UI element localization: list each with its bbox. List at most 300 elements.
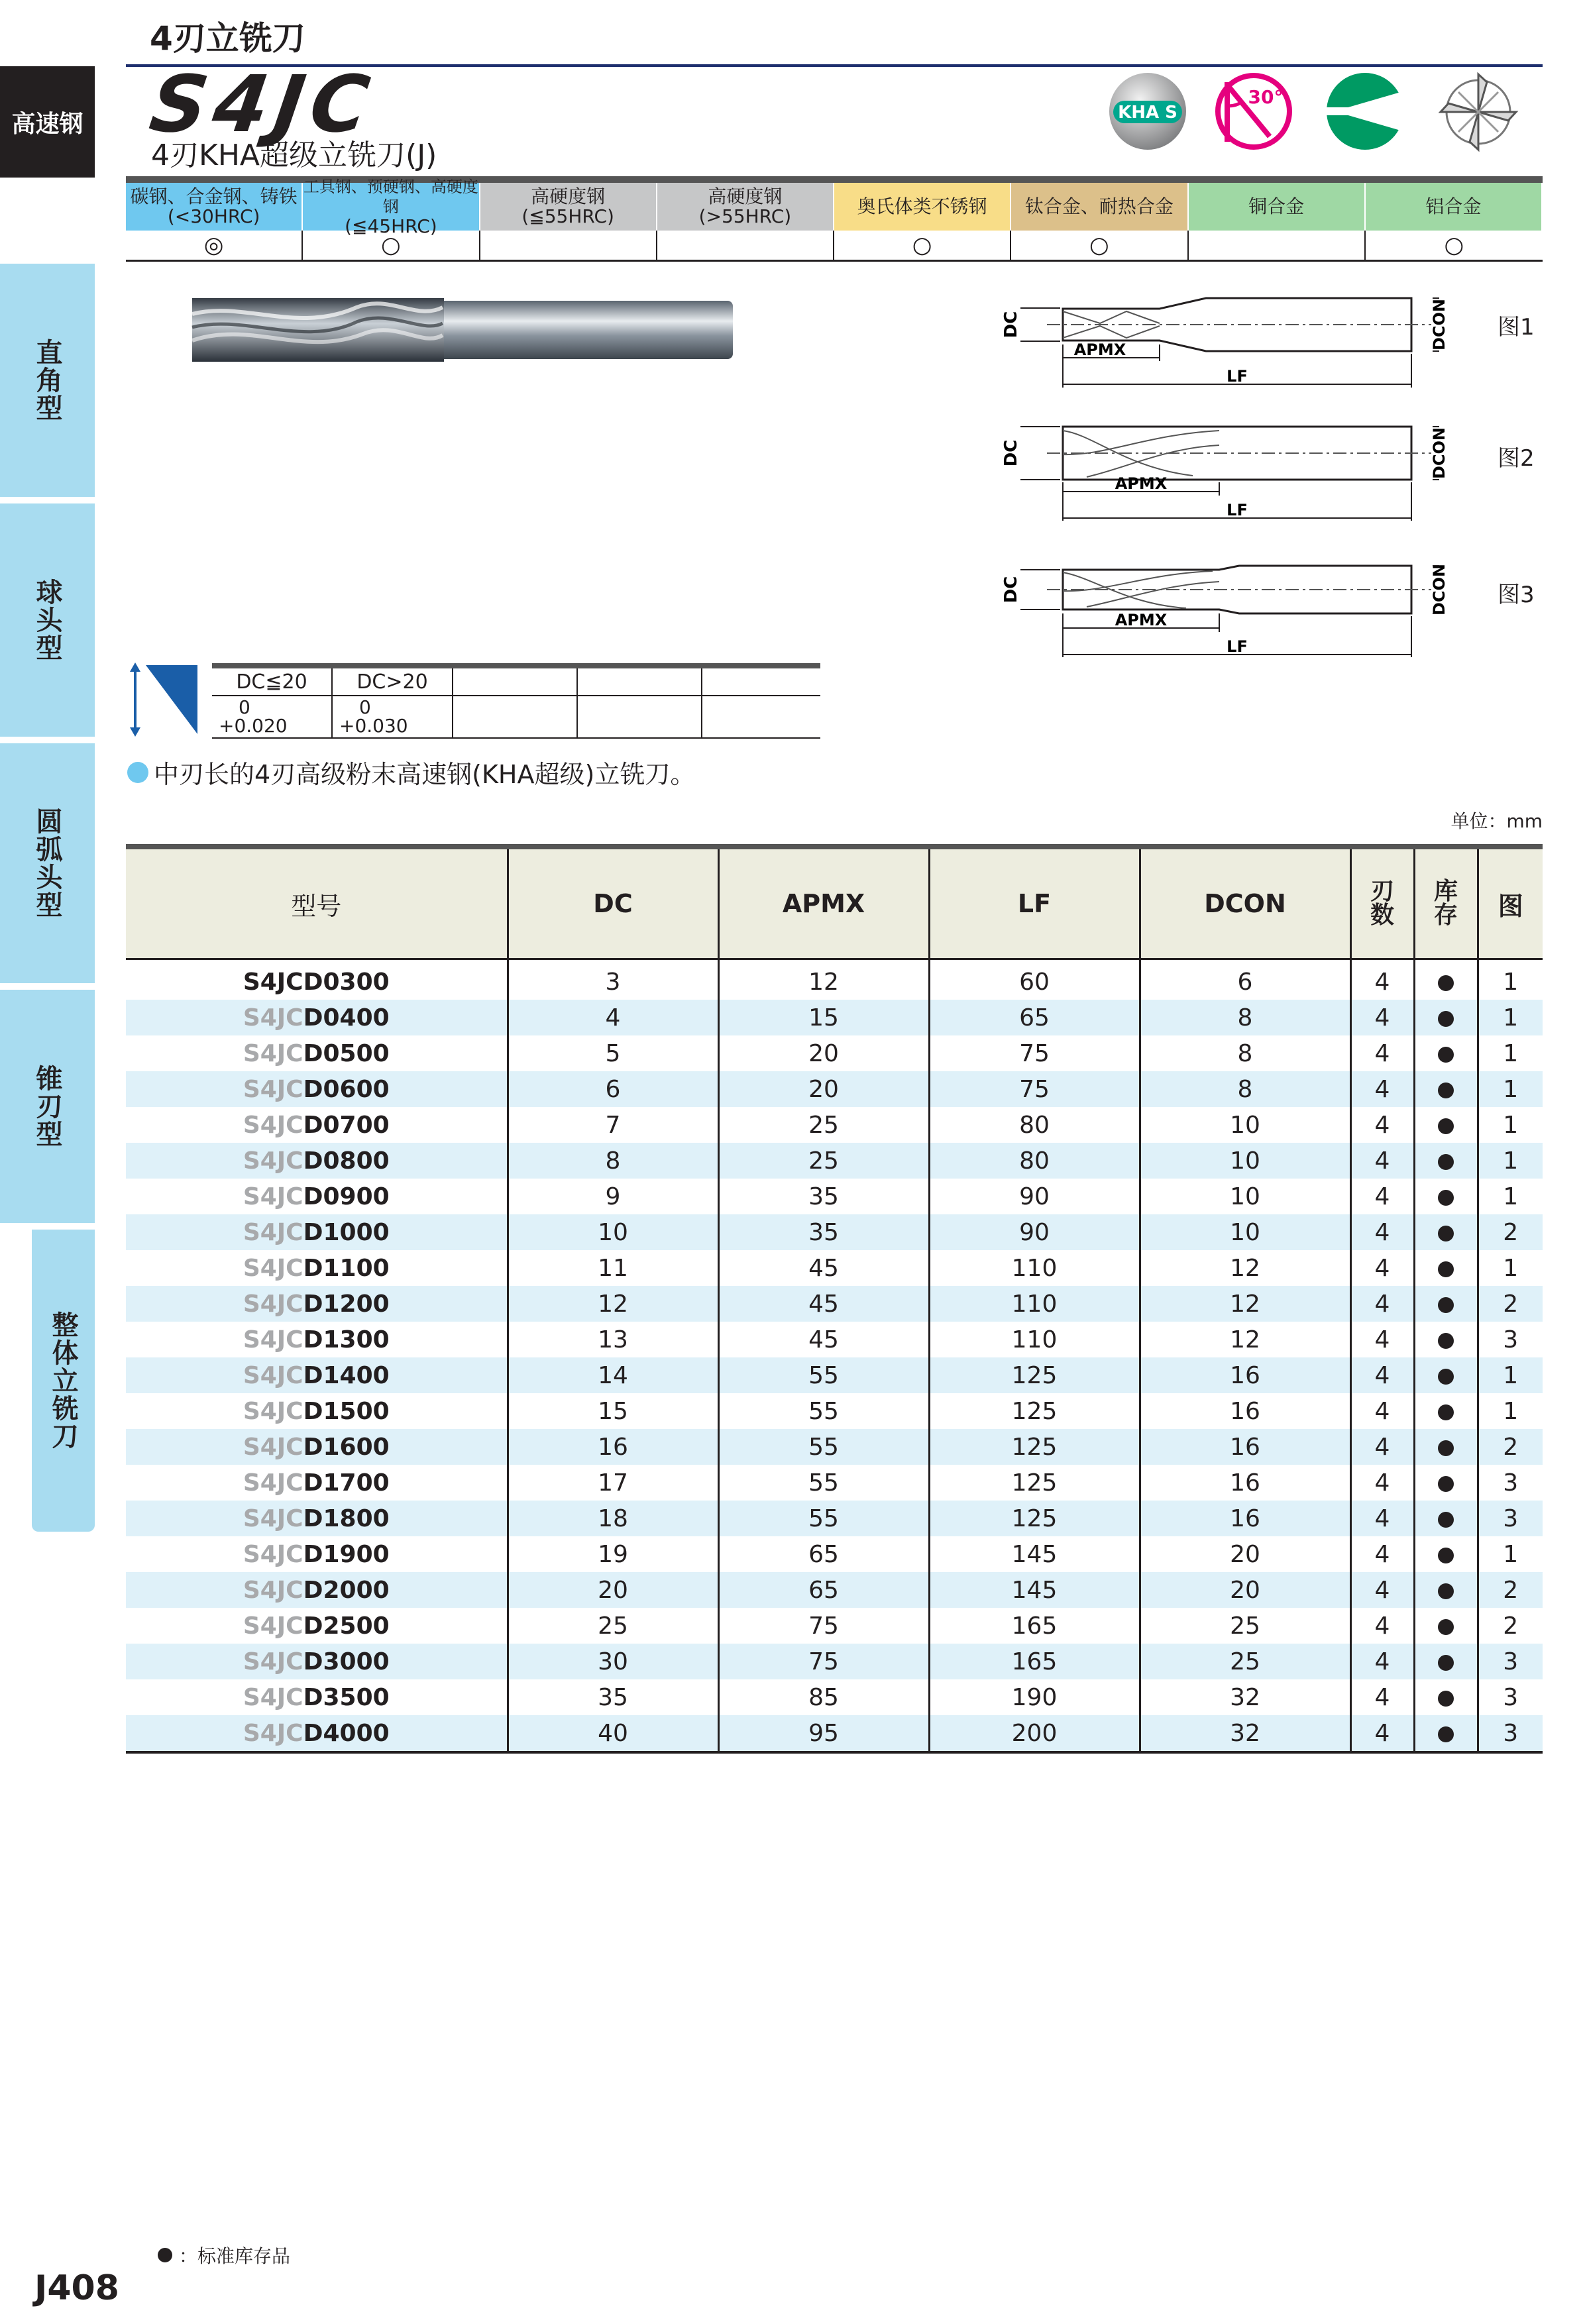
stock-bullet-icon xyxy=(1438,1011,1454,1027)
cell-lf: 145 xyxy=(929,1536,1140,1572)
page-number: J408 xyxy=(34,2268,119,2308)
stock-bullet-icon xyxy=(1438,1226,1454,1241)
cell-dcon: 6 xyxy=(1140,959,1350,1000)
cell-lf: 110 xyxy=(929,1250,1140,1286)
figure-1-label: 图1 xyxy=(1498,314,1535,341)
cell-stock xyxy=(1414,1608,1478,1644)
material-rating: ○ xyxy=(834,231,1011,262)
cell-flutes: 4 xyxy=(1350,1572,1414,1608)
material-rating: ◎ xyxy=(126,231,303,262)
model-prefix: S4JC xyxy=(243,1290,303,1318)
model-suffix: D0800 xyxy=(303,1147,390,1175)
dim-label-dc: DC xyxy=(1001,576,1021,604)
model-suffix: D3500 xyxy=(303,1683,390,1711)
cell-dcon: 10 xyxy=(1140,1179,1350,1214)
cell-dcon: 8 xyxy=(1140,1035,1350,1071)
tolerance-table xyxy=(212,663,820,739)
table-row xyxy=(126,1465,1543,1501)
cell-fig: 1 xyxy=(1478,1107,1543,1143)
cell-dcon: 12 xyxy=(1140,1250,1350,1286)
model-prefix: S4JC xyxy=(243,1111,303,1139)
col-header-dcon: DCON xyxy=(1140,847,1350,959)
material-header-tool-steel: 工具钢、预硬钢、高硬度钢 (≦45HRC) xyxy=(303,183,480,231)
cell-fig: 3 xyxy=(1478,1644,1543,1679)
cell-flutes: 4 xyxy=(1350,1107,1414,1143)
col-header-dc: DC xyxy=(508,847,718,959)
cell-dc: 20 xyxy=(508,1572,718,1608)
model-prefix: S4JC xyxy=(243,1254,303,1282)
cell-apmx: 95 xyxy=(718,1715,929,1752)
material-rating xyxy=(480,231,657,262)
col-header-fig: 图 xyxy=(1478,847,1543,959)
dim-label-apmx: APMX xyxy=(1073,341,1126,359)
cell-lf: 125 xyxy=(929,1393,1140,1429)
cell-dc: 40 xyxy=(508,1715,718,1752)
cell-fig: 2 xyxy=(1478,1608,1543,1644)
stock-bullet-icon xyxy=(1438,1369,1454,1385)
cell-flutes: 4 xyxy=(1350,1071,1414,1107)
cell-lf: 165 xyxy=(929,1644,1140,1679)
cell-fig: 1 xyxy=(1478,1536,1543,1572)
cell-dc: 5 xyxy=(508,1035,718,1071)
cell-dcon: 32 xyxy=(1140,1715,1350,1752)
cell-apmx: 45 xyxy=(718,1322,929,1357)
cell-fig: 3 xyxy=(1478,1465,1543,1501)
table-row xyxy=(126,1250,1543,1286)
cell-flutes: 4 xyxy=(1350,1465,1414,1501)
model-prefix: S4JC xyxy=(243,1361,303,1389)
cell-stock xyxy=(1414,1465,1478,1501)
cell-fig: 1 xyxy=(1478,1035,1543,1071)
model-prefix: S4JC xyxy=(243,1612,303,1640)
cell-stock xyxy=(1414,1071,1478,1107)
kha-coating-icon xyxy=(1108,72,1187,154)
cell-model xyxy=(126,1179,508,1214)
cell-apmx: 85 xyxy=(718,1679,929,1715)
stock-bullet-icon xyxy=(1438,1548,1454,1563)
model-suffix: D0300 xyxy=(303,968,390,996)
cell-model xyxy=(126,1465,508,1501)
model-prefix: S4JC xyxy=(243,1397,303,1425)
cell-stock xyxy=(1414,1000,1478,1035)
figure-3-label: 图3 xyxy=(1498,582,1535,608)
table-row xyxy=(126,1143,1543,1179)
cell-apmx: 65 xyxy=(718,1572,929,1608)
series-name: 4刃KHA超级立铣刀(J) xyxy=(151,138,437,172)
table-row xyxy=(126,1608,1543,1644)
cell-dc: 14 xyxy=(508,1357,718,1393)
sidebar-tab-radius[interactable]: 圆弧头型 xyxy=(0,743,95,983)
stock-bullet-icon xyxy=(1438,1154,1454,1170)
cell-dcon: 20 xyxy=(1140,1572,1350,1608)
cell-dcon: 25 xyxy=(1140,1608,1350,1644)
model-suffix: D1000 xyxy=(303,1218,390,1246)
model-prefix: S4JC xyxy=(243,1719,303,1747)
dim-label-dcon: DCON xyxy=(1430,427,1448,480)
stock-bullet-icon xyxy=(1438,1047,1454,1063)
cell-dcon: 25 xyxy=(1140,1644,1350,1679)
table-row xyxy=(126,1357,1543,1393)
table-row xyxy=(126,1715,1543,1752)
cell-stock xyxy=(1414,1536,1478,1572)
cell-stock xyxy=(1414,1357,1478,1393)
cell-lf: 80 xyxy=(929,1107,1140,1143)
stock-bullet-icon xyxy=(1438,1190,1454,1206)
cell-apmx: 45 xyxy=(718,1286,929,1322)
legend: ：标准库存品 xyxy=(158,2242,290,2268)
cell-fig: 3 xyxy=(1478,1679,1543,1715)
cell-fig: 3 xyxy=(1478,1715,1543,1752)
model-prefix: S4JC xyxy=(243,1576,303,1604)
cell-flutes: 4 xyxy=(1350,1536,1414,1572)
table-row xyxy=(126,1179,1543,1214)
cell-flutes: 4 xyxy=(1350,959,1414,1000)
table-row xyxy=(126,1679,1543,1715)
cell-model xyxy=(126,1357,508,1393)
cell-lf: 200 xyxy=(929,1715,1140,1752)
cell-apmx: 25 xyxy=(718,1107,929,1143)
cell-flutes: 4 xyxy=(1350,1179,1414,1214)
cell-fig: 1 xyxy=(1478,959,1543,1000)
material-header-stainless: 奥氏体类不锈钢 xyxy=(834,183,1011,231)
unit-label: 单位：mm xyxy=(1450,810,1543,832)
material-header-aluminum: 铝合金 xyxy=(1366,183,1543,231)
stock-bullet-icon xyxy=(1438,1655,1454,1671)
cell-flutes: 4 xyxy=(1350,1357,1414,1393)
sidebar-tab-hss[interactable]: 高速钢 xyxy=(0,66,95,178)
cell-flutes: 4 xyxy=(1350,1644,1414,1679)
sidebar-tab-ball[interactable]: 球头型 xyxy=(0,503,95,737)
cell-flutes: 4 xyxy=(1350,1035,1414,1071)
cell-flutes: 4 xyxy=(1350,1000,1414,1035)
figure-2-label: 图2 xyxy=(1498,445,1535,472)
cell-dcon: 16 xyxy=(1140,1465,1350,1501)
cell-fig: 2 xyxy=(1478,1286,1543,1322)
cell-dc: 19 xyxy=(508,1536,718,1572)
cell-apmx: 65 xyxy=(718,1536,929,1572)
cell-fig: 2 xyxy=(1478,1214,1543,1250)
cell-dcon: 20 xyxy=(1140,1536,1350,1572)
cell-lf: 75 xyxy=(929,1071,1140,1107)
diagram-figure-2 xyxy=(994,421,1471,537)
cell-model xyxy=(126,1143,508,1179)
model-suffix: D2500 xyxy=(303,1612,390,1640)
cell-model xyxy=(126,1679,508,1715)
cell-fig: 1 xyxy=(1478,1071,1543,1107)
stock-bullet-icon xyxy=(1438,1118,1454,1134)
material-header-copper: 铜合金 xyxy=(1189,183,1366,231)
model-prefix: S4JC xyxy=(243,1218,303,1246)
stock-bullet-icon xyxy=(1438,1726,1454,1742)
table-row xyxy=(126,959,1543,1000)
tolerance-value: 0 +0.020 xyxy=(212,696,332,738)
cell-flutes: 4 xyxy=(1350,1715,1414,1752)
material-rating: ○ xyxy=(303,231,480,262)
cell-model xyxy=(126,1322,508,1357)
cell-dc: 25 xyxy=(508,1608,718,1644)
model-prefix: S4JC xyxy=(243,1540,303,1568)
cell-apmx: 35 xyxy=(718,1214,929,1250)
helix-angle-text: 30° xyxy=(1248,86,1284,108)
cell-lf: 90 xyxy=(929,1179,1140,1214)
cell-lf: 80 xyxy=(929,1143,1140,1179)
sidebar-tab-square[interactable]: 直角型 xyxy=(0,264,95,497)
stock-bullet-icon xyxy=(1438,1297,1454,1313)
sidebar-tab-solid[interactable]: 整体立铣刀 xyxy=(32,1230,95,1532)
stock-bullet-icon xyxy=(1438,1619,1454,1635)
cell-lf: 190 xyxy=(929,1679,1140,1715)
model-suffix: D1900 xyxy=(303,1540,390,1568)
cell-apmx: 55 xyxy=(718,1357,929,1393)
cell-dc: 3 xyxy=(508,959,718,1000)
cell-apmx: 75 xyxy=(718,1608,929,1644)
col-header-flutes: 刃数 xyxy=(1350,847,1414,959)
stock-bullet-icon xyxy=(1438,1333,1454,1349)
cell-dc: 35 xyxy=(508,1679,718,1715)
material-header-hardened-over55: 高硬度钢 (>55HRC) xyxy=(657,183,834,231)
square-end-icon xyxy=(1325,72,1407,154)
cell-dc: 9 xyxy=(508,1179,718,1214)
col-header-lf: LF xyxy=(929,847,1140,959)
stock-bullet-icon xyxy=(1438,1691,1454,1707)
model-prefix: S4JC xyxy=(243,1147,303,1175)
model-prefix: S4JC xyxy=(243,1039,303,1067)
dim-label-apmx: APMX xyxy=(1115,474,1168,493)
cell-dc: 30 xyxy=(508,1644,718,1679)
model-prefix: S4JC xyxy=(243,1183,303,1210)
stock-bullet-icon xyxy=(1438,1440,1454,1456)
model-suffix: D1400 xyxy=(303,1361,390,1389)
cell-stock xyxy=(1414,1393,1478,1429)
tolerance-icon xyxy=(126,662,200,737)
model-suffix: D2000 xyxy=(303,1576,390,1604)
table-row xyxy=(126,1572,1543,1608)
dim-label-dc: DC xyxy=(1001,311,1021,339)
cell-fig: 3 xyxy=(1478,1322,1543,1357)
model-prefix: S4JC xyxy=(243,1075,303,1103)
dim-label-apmx: APMX xyxy=(1115,611,1168,629)
col-header-stock: 库存 xyxy=(1414,847,1478,959)
table-row xyxy=(126,1536,1543,1572)
feature-bullet-icon xyxy=(127,762,148,783)
model-prefix: S4JC xyxy=(243,1326,303,1353)
cell-dc: 16 xyxy=(508,1429,718,1465)
dim-label-dcon: DCON xyxy=(1430,563,1448,616)
cell-model xyxy=(126,1250,508,1286)
cell-dc: 4 xyxy=(508,1000,718,1035)
cell-stock xyxy=(1414,1501,1478,1536)
cell-model xyxy=(126,1501,508,1536)
table-row xyxy=(126,1000,1543,1035)
cell-dcon: 10 xyxy=(1140,1107,1350,1143)
cell-apmx: 20 xyxy=(718,1071,929,1107)
section-title: 4刃立铣刀 xyxy=(150,19,305,58)
kha-badge-text: KHA S xyxy=(1118,103,1177,123)
table-row xyxy=(126,1071,1543,1107)
cell-apmx: 12 xyxy=(718,959,929,1000)
model-suffix: D1100 xyxy=(303,1254,390,1282)
four-flute-section-icon xyxy=(1435,69,1521,158)
cell-flutes: 4 xyxy=(1350,1286,1414,1322)
cell-dcon: 8 xyxy=(1140,1000,1350,1035)
cell-lf: 125 xyxy=(929,1357,1140,1393)
cell-dc: 18 xyxy=(508,1501,718,1536)
model-suffix: D4000 xyxy=(303,1719,390,1747)
series-code: S4JC xyxy=(144,58,382,150)
cell-dc: 17 xyxy=(508,1465,718,1501)
model-prefix: S4JC xyxy=(243,1683,303,1711)
table-row xyxy=(126,1644,1543,1679)
model-suffix: D1600 xyxy=(303,1433,390,1461)
cell-apmx: 75 xyxy=(718,1644,929,1679)
table-row xyxy=(126,1429,1543,1465)
cell-lf: 165 xyxy=(929,1608,1140,1644)
cell-dcon: 16 xyxy=(1140,1429,1350,1465)
tolerance-header: DC≦20 xyxy=(212,666,332,696)
col-header-apmx: APMX xyxy=(718,847,929,959)
cell-dc: 12 xyxy=(508,1286,718,1322)
dim-label-lf: LF xyxy=(1227,637,1248,656)
cell-flutes: 4 xyxy=(1350,1143,1414,1179)
cell-dc: 13 xyxy=(508,1322,718,1357)
cell-apmx: 20 xyxy=(718,1035,929,1071)
cell-stock xyxy=(1414,1035,1478,1071)
cell-fig: 1 xyxy=(1478,1357,1543,1393)
cell-stock xyxy=(1414,1286,1478,1322)
cell-stock xyxy=(1414,959,1478,1000)
cell-model xyxy=(126,1536,508,1572)
cell-model xyxy=(126,1000,508,1035)
cell-apmx: 55 xyxy=(718,1465,929,1501)
cell-stock xyxy=(1414,1143,1478,1179)
cell-stock xyxy=(1414,1644,1478,1679)
cell-fig: 1 xyxy=(1478,1393,1543,1429)
cell-fig: 1 xyxy=(1478,1179,1543,1214)
model-suffix: D1300 xyxy=(303,1326,390,1353)
stock-bullet-icon xyxy=(1438,1476,1454,1492)
model-prefix: S4JC xyxy=(243,1433,303,1461)
col-header-model: 型号 xyxy=(126,847,508,959)
cell-lf: 125 xyxy=(929,1465,1140,1501)
helix-30-icon xyxy=(1214,72,1293,154)
cell-dc: 10 xyxy=(508,1214,718,1250)
model-suffix: D0400 xyxy=(303,1004,390,1031)
material-rating xyxy=(1189,231,1366,262)
cell-dc: 8 xyxy=(508,1143,718,1179)
cell-apmx: 35 xyxy=(718,1179,929,1214)
cell-dcon: 8 xyxy=(1140,1071,1350,1107)
cell-lf: 145 xyxy=(929,1572,1140,1608)
sidebar-tab-taper[interactable]: 锥刃型 xyxy=(0,990,95,1223)
cell-model xyxy=(126,1071,508,1107)
model-suffix: D1500 xyxy=(303,1397,390,1425)
cell-stock xyxy=(1414,1179,1478,1214)
cell-model xyxy=(126,1393,508,1429)
cell-model xyxy=(126,1608,508,1644)
cell-model xyxy=(126,1429,508,1465)
cell-flutes: 4 xyxy=(1350,1608,1414,1644)
model-prefix: S4JC xyxy=(243,1469,303,1497)
stock-bullet-icon xyxy=(1438,1512,1454,1528)
cell-apmx: 15 xyxy=(718,1000,929,1035)
cell-dcon: 16 xyxy=(1140,1501,1350,1536)
cell-stock xyxy=(1414,1679,1478,1715)
table-row xyxy=(126,1393,1543,1429)
cell-flutes: 4 xyxy=(1350,1501,1414,1536)
model-suffix: D1700 xyxy=(303,1469,390,1497)
cell-dcon: 16 xyxy=(1140,1357,1350,1393)
cell-apmx: 25 xyxy=(718,1143,929,1179)
cell-model xyxy=(126,959,508,1000)
table-row xyxy=(126,1107,1543,1143)
dim-label-dc: DC xyxy=(1001,439,1021,467)
cell-dc: 6 xyxy=(508,1071,718,1107)
cell-fig: 1 xyxy=(1478,1000,1543,1035)
material-rating: ○ xyxy=(1011,231,1188,262)
material-rating xyxy=(657,231,834,262)
cell-model xyxy=(126,1214,508,1250)
dim-label-dcon: DCON xyxy=(1430,298,1448,351)
model-prefix: S4JC xyxy=(243,1505,303,1532)
cell-flutes: 4 xyxy=(1350,1429,1414,1465)
cell-dc: 11 xyxy=(508,1250,718,1286)
diagram-figure-1 xyxy=(994,285,1471,400)
cell-apmx: 45 xyxy=(718,1250,929,1286)
diagram-figure-3 xyxy=(994,558,1471,673)
material-table xyxy=(126,178,1543,262)
cell-fig: 1 xyxy=(1478,1250,1543,1286)
model-suffix: D0600 xyxy=(303,1075,390,1103)
cell-lf: 60 xyxy=(929,959,1140,1000)
model-suffix: D1800 xyxy=(303,1505,390,1532)
material-rating: ○ xyxy=(1366,231,1543,262)
cell-flutes: 4 xyxy=(1350,1322,1414,1357)
cell-fig: 3 xyxy=(1478,1501,1543,1536)
material-header-carbon: 碳钢、合金钢、铸铁 (<30HRC) xyxy=(126,183,303,231)
cell-flutes: 4 xyxy=(1350,1214,1414,1250)
cell-dc: 7 xyxy=(508,1107,718,1143)
model-prefix: S4JC xyxy=(243,968,303,996)
feature-text: 中刃长的4刃高级粉末高速钢(KHA超级)立铣刀。 xyxy=(127,754,695,790)
model-suffix: D0700 xyxy=(303,1111,390,1139)
tolerance-value: 0 +0.030 xyxy=(332,696,453,738)
cell-stock xyxy=(1414,1572,1478,1608)
cell-flutes: 4 xyxy=(1350,1250,1414,1286)
cell-dcon: 16 xyxy=(1140,1393,1350,1429)
dim-label-lf: LF xyxy=(1227,367,1248,386)
stock-bullet-icon xyxy=(1438,1261,1454,1277)
cell-model xyxy=(126,1644,508,1679)
cell-dc: 15 xyxy=(508,1393,718,1429)
cell-stock xyxy=(1414,1250,1478,1286)
stock-bullet-icon xyxy=(158,2248,172,2262)
cell-stock xyxy=(1414,1715,1478,1752)
cell-apmx: 55 xyxy=(718,1429,929,1465)
material-header-titanium: 钛合金、耐热合金 xyxy=(1011,183,1188,231)
table-row xyxy=(126,1322,1543,1357)
cell-flutes: 4 xyxy=(1350,1393,1414,1429)
table-row xyxy=(126,1501,1543,1536)
model-suffix: D0900 xyxy=(303,1183,390,1210)
cell-model xyxy=(126,1715,508,1752)
cell-stock xyxy=(1414,1214,1478,1250)
cell-apmx: 55 xyxy=(718,1393,929,1429)
cell-dcon: 10 xyxy=(1140,1214,1350,1250)
stock-bullet-icon xyxy=(1438,1083,1454,1098)
cell-lf: 75 xyxy=(929,1035,1140,1071)
cell-model xyxy=(126,1572,508,1608)
cell-stock xyxy=(1414,1429,1478,1465)
